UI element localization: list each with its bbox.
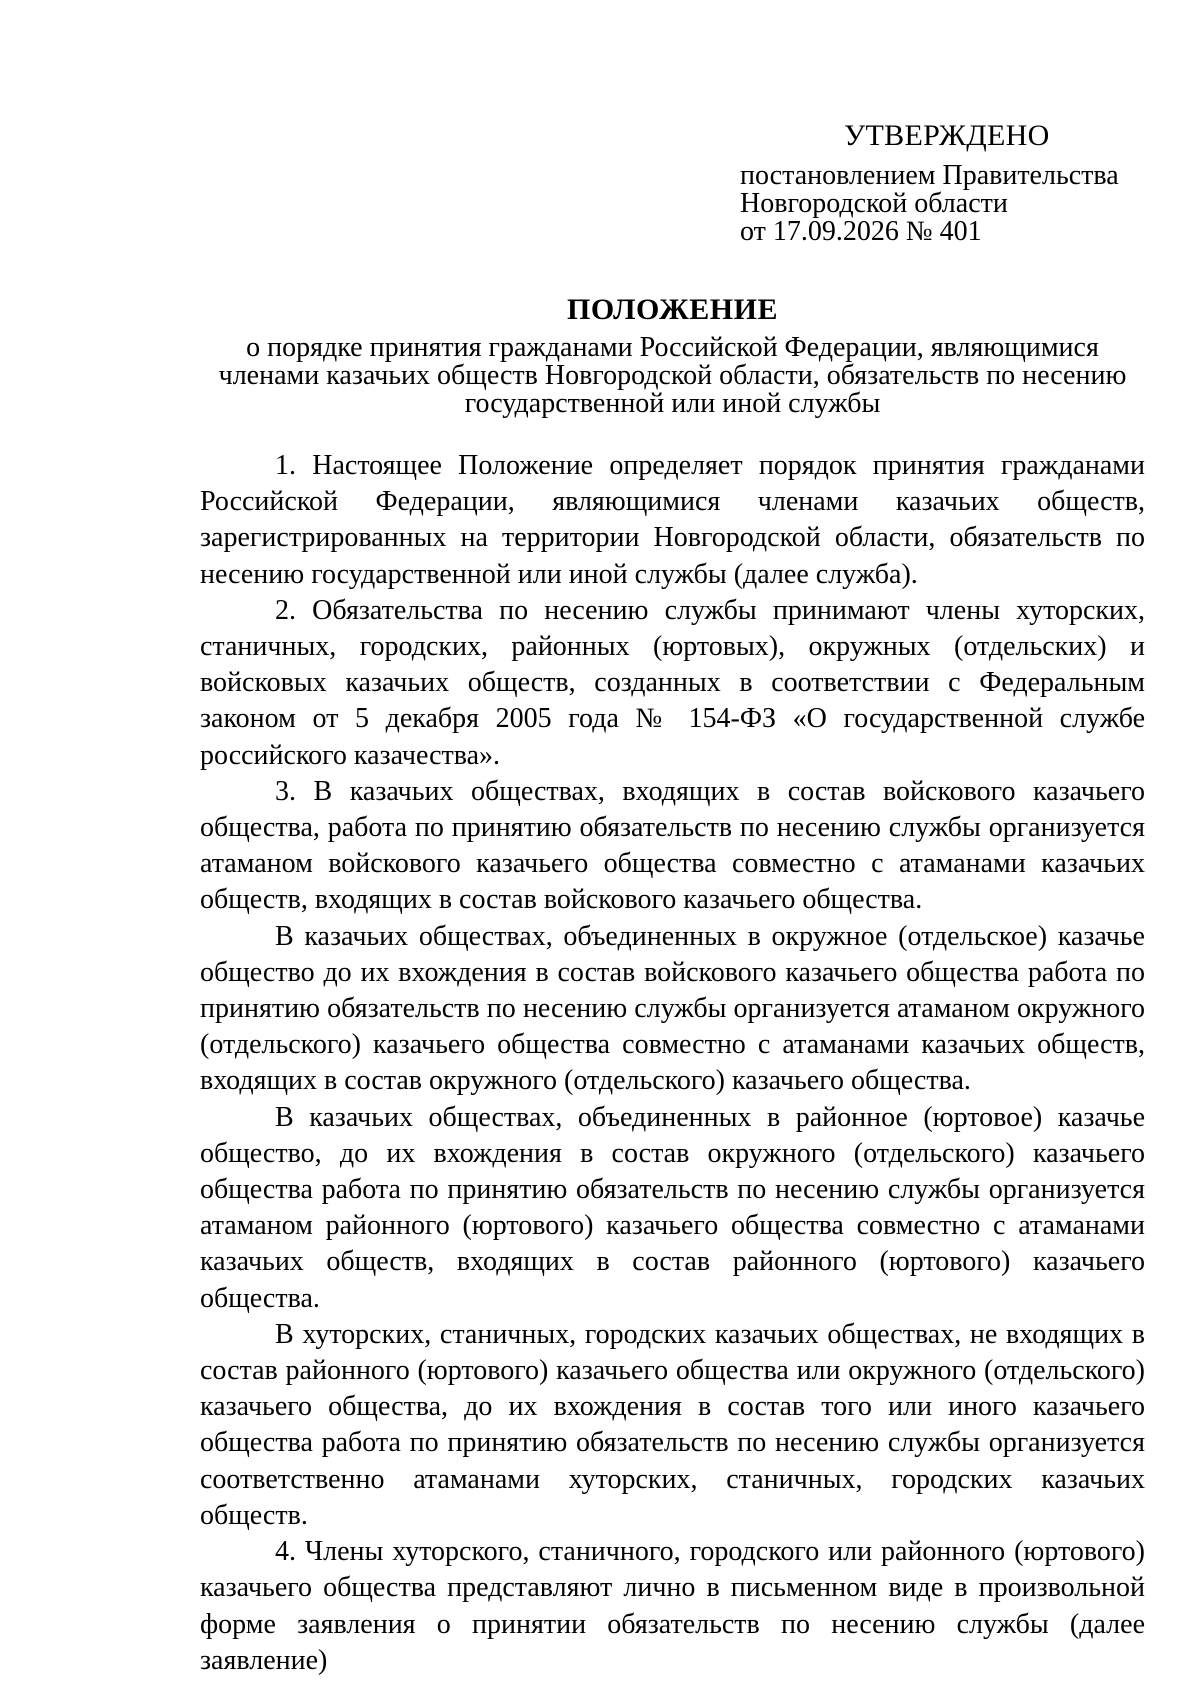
document-body (200, 448, 1145, 1679)
approval-line-date-number: от 17.09.2026 № 401 (740, 216, 982, 247)
paragraph-3: 3. В казачьих обществах, входящих в состав войскового казачьего общества, работа по принятию обязательств по несению службы организуется атаманом войскового казачьего общества совместно с атаманами казачьих обществ, входящих в состав войскового казачьего общества. (200, 775, 1145, 916)
approval-heading: УТВЕРЖДЕНО (844, 119, 1050, 152)
document-title-block (200, 292, 1145, 418)
subtitle-line: членами казачьих обществ Новгородской области, обязательств по несению (218, 360, 1127, 391)
paragraph-2: 2. Обязательства по несению службы принимают члены хуторских, станичных, городских, районных (юртовых), окружных (отдельских) и войсковых казачьих обществ, созданных в соответствии с Федеральным законом от 5 декабря 2005 года № 154-ФЗ «О государственной службе российского казачества». (200, 594, 1145, 771)
approval-line-resolution: постановлением Правительства (740, 160, 1119, 191)
subtitle-line: о порядке принятия гражданами Российской Федерации, являющимися (246, 332, 1099, 363)
paragraph-3-district: В казачьих обществах, объединенных в окружное (отдельское) казачье общество до их вхождения в состав войскового казачьего общества работа по принятию обязательств по несению службы организуется атаманом окружного (отдельского) казачьего общества совместно с атаманами казачьих обществ, входящих в состав окружного (отдельского) казачьего общества. (200, 920, 1145, 1097)
approval-details (740, 162, 1160, 246)
paragraph-3-farmstead: В хуторских, станичных, городских казачьих обществах, не входящих в состав районного (юртового) казачьего общества или окружного (отдельского) казачьего общества, до их вхождения в состав того или иного казачьего общества работа по принятию обязательств по несению службы организуется соответственно атаманами хуторских, станичных, городских казачьих обществ. (200, 1318, 1145, 1531)
document-title: ПОЛОЖЕНИЕ (567, 293, 778, 326)
paragraph-4: 4. Члены хуторского, станичного, городского или районного (юртового) казачьего общества представляют лично в письменном виде в произвольной форме заявления о принятии обязательств по несению службы (далее заявление) (200, 1536, 1145, 1676)
paragraph-3-yurt: В казачьих обществах, объединенных в районное (юртовое) казачье общество, до их вхождения в состав окружного (отдельского) казачьего общества работа по принятию обязательств по несению службы организуется атаманом районного (юртового) казачьего общества совместно с атаманами казачьих обществ, входящих в состав районного (юртового) казачьего общества. (200, 1101, 1145, 1314)
subtitle-line: государственной или иной службы (464, 388, 881, 419)
approval-stamp (740, 118, 1160, 246)
paragraph-1: 1. Настоящее Положение определяет порядок принятия гражданами Российской Федерации, являющимися членами казачьих обществ, зарегистрированных на территории Новгородской области, обязательств по несению государственной или иной службы (далее служба). (200, 450, 1145, 590)
document-subtitle (200, 334, 1145, 418)
approval-line-region: Новгородской области (740, 188, 1008, 219)
